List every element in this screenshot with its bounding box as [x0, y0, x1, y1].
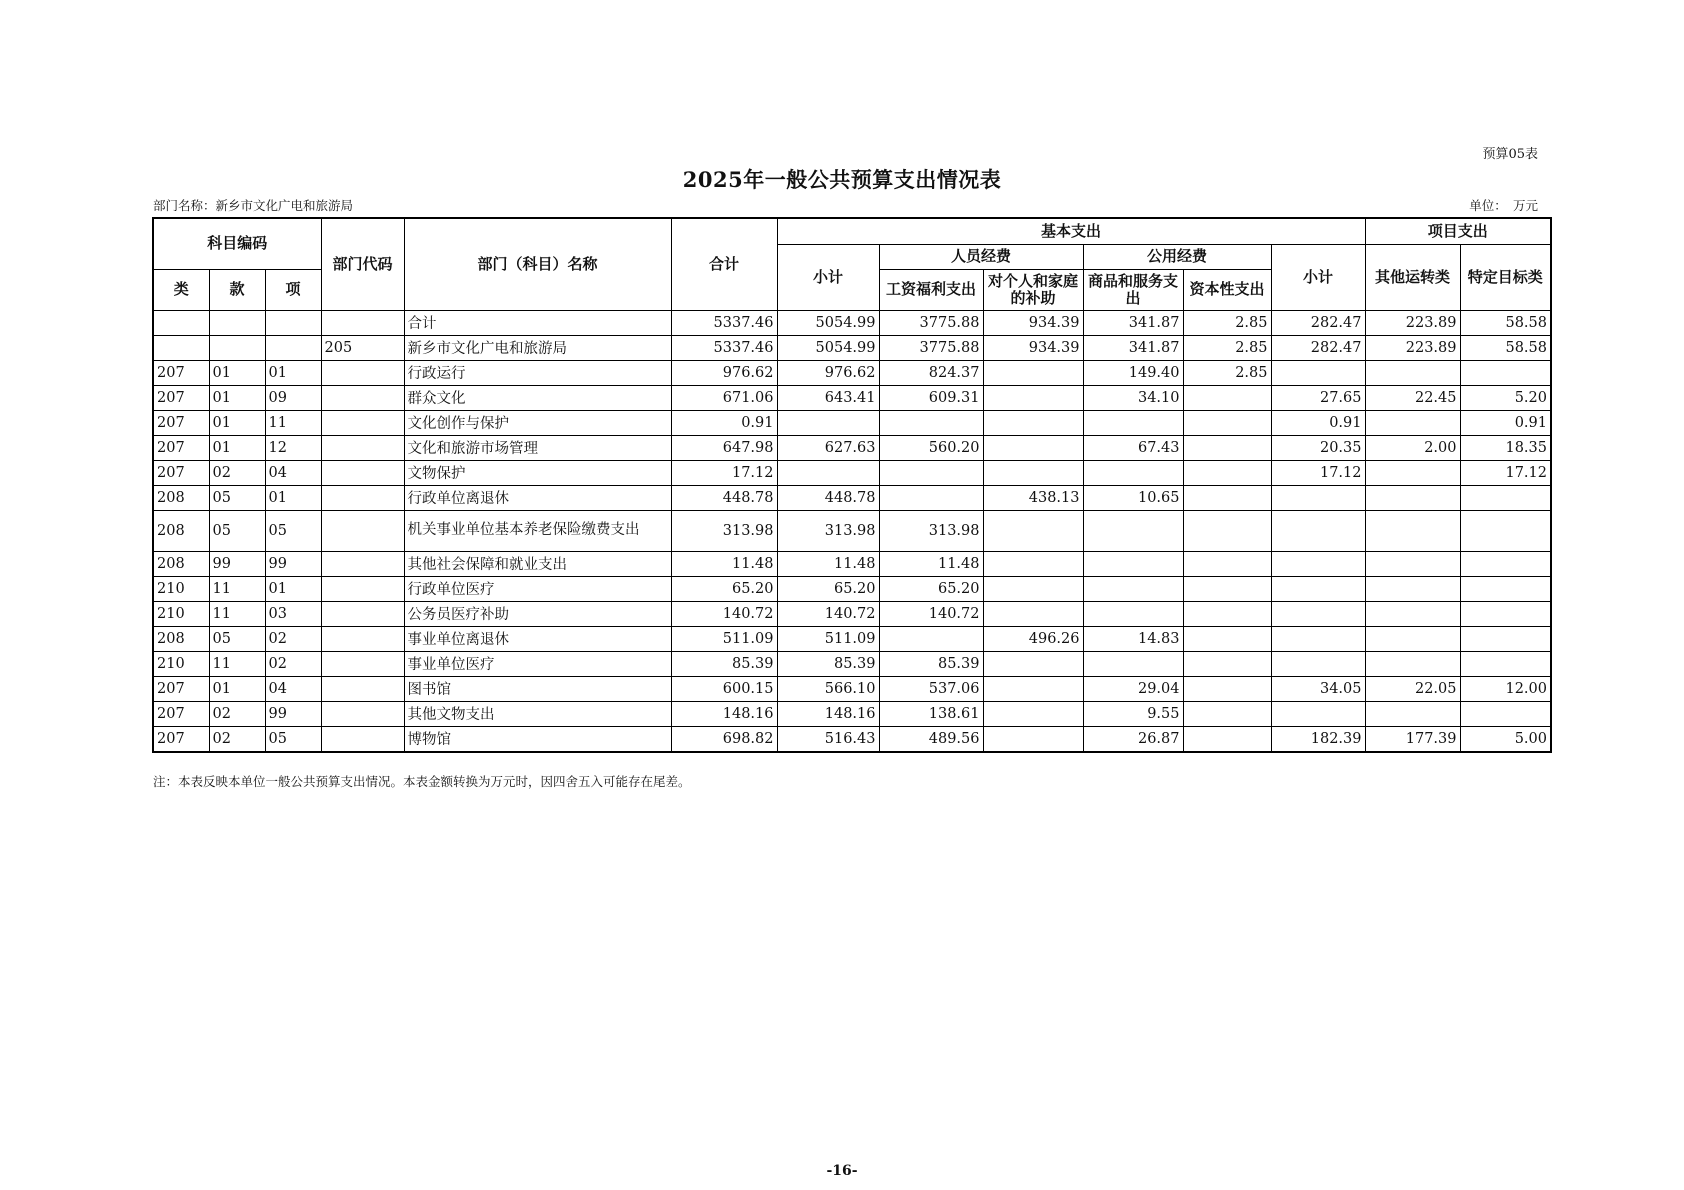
cell-dept-code — [321, 701, 404, 726]
cell-individual — [983, 435, 1083, 460]
table-row — [153, 485, 1551, 510]
cell-specific: 5.20 — [1460, 385, 1551, 410]
cell-goods — [1083, 510, 1183, 551]
cell-project-subtotal: 182.39 — [1271, 726, 1365, 752]
cell-lei: 207 — [153, 385, 209, 410]
cell-other-transfer — [1365, 460, 1460, 485]
cell-other-transfer — [1365, 410, 1460, 435]
cell-specific: 5.00 — [1460, 726, 1551, 752]
table-row — [153, 651, 1551, 676]
header-project: 项目支出 — [1365, 218, 1551, 244]
cell-individual: 438.13 — [983, 485, 1083, 510]
cell-kuan: 01 — [209, 435, 265, 460]
cell-lei — [153, 335, 209, 360]
table-row — [153, 385, 1551, 410]
cell-specific — [1460, 601, 1551, 626]
cell-specific — [1460, 576, 1551, 601]
cell-capital — [1183, 601, 1271, 626]
cell-xiang: 11 — [265, 410, 321, 435]
cell-dept-code — [321, 726, 404, 752]
table-row — [153, 676, 1551, 701]
cell-wages: 138.61 — [879, 701, 983, 726]
cell-dept-code — [321, 310, 404, 335]
cell-xiang: 12 — [265, 435, 321, 460]
cell-basic-subtotal: 566.10 — [777, 676, 879, 701]
cell-wages: 85.39 — [879, 651, 983, 676]
cell-wages: 65.20 — [879, 576, 983, 601]
cell-wages: 3775.88 — [879, 335, 983, 360]
header-specific: 特定目标类 — [1460, 244, 1551, 310]
cell-dept-code — [321, 435, 404, 460]
header-basic-subtotal: 小计 — [777, 244, 879, 310]
cell-total: 313.98 — [671, 510, 777, 551]
cell-other-transfer — [1365, 601, 1460, 626]
cell-other-transfer: 22.45 — [1365, 385, 1460, 410]
cell-total: 5337.46 — [671, 310, 777, 335]
cell-kuan: 11 — [209, 651, 265, 676]
cell-kuan: 02 — [209, 460, 265, 485]
cell-capital: 2.85 — [1183, 360, 1271, 385]
cell-lei: 208 — [153, 626, 209, 651]
cell-goods: 26.87 — [1083, 726, 1183, 752]
cell-name: 其他社会保障和就业支出 — [404, 551, 671, 576]
cell-basic-subtotal: 516.43 — [777, 726, 879, 752]
header-personnel: 人员经费 — [879, 244, 1083, 269]
header-goods: 商品和服务支出 — [1083, 269, 1183, 310]
cell-individual: 496.26 — [983, 626, 1083, 651]
cell-wages: 537.06 — [879, 676, 983, 701]
cell-wages — [879, 485, 983, 510]
header-other-transfer: 其他运转类 — [1365, 244, 1460, 310]
table-row — [153, 626, 1551, 651]
cell-kuan: 05 — [209, 485, 265, 510]
cell-kuan — [209, 335, 265, 360]
cell-dept-code — [321, 576, 404, 601]
cell-capital — [1183, 626, 1271, 651]
cell-dept-code — [321, 510, 404, 551]
cell-xiang: 02 — [265, 626, 321, 651]
cell-name: 文物保护 — [404, 460, 671, 485]
cell-lei: 207 — [153, 410, 209, 435]
cell-name: 事业单位医疗 — [404, 651, 671, 676]
cell-xiang: 04 — [265, 676, 321, 701]
cell-wages: 313.98 — [879, 510, 983, 551]
cell-lei: 208 — [153, 510, 209, 551]
cell-total: 647.98 — [671, 435, 777, 460]
cell-kuan: 11 — [209, 601, 265, 626]
cell-wages: 489.56 — [879, 726, 983, 752]
header-public: 公用经费 — [1083, 244, 1271, 269]
cell-kuan: 99 — [209, 551, 265, 576]
cell-total: 11.48 — [671, 551, 777, 576]
cell-capital — [1183, 676, 1271, 701]
header-subject-code: 科目编码 — [153, 218, 321, 269]
cell-kuan: 11 — [209, 576, 265, 601]
cell-name: 新乡市文化广电和旅游局 — [404, 335, 671, 360]
header-total: 合计 — [671, 218, 777, 310]
cell-other-transfer — [1365, 485, 1460, 510]
cell-goods: 34.10 — [1083, 385, 1183, 410]
cell-xiang: 01 — [265, 485, 321, 510]
cell-capital — [1183, 510, 1271, 551]
cell-kuan: 05 — [209, 510, 265, 551]
cell-other-transfer: 223.89 — [1365, 310, 1460, 335]
unit-label: 单位： 万元 — [1469, 198, 1538, 213]
cell-individual — [983, 676, 1083, 701]
cell-specific: 18.35 — [1460, 435, 1551, 460]
cell-kuan: 02 — [209, 701, 265, 726]
cell-project-subtotal — [1271, 701, 1365, 726]
cell-dept-code — [321, 601, 404, 626]
cell-project-subtotal: 17.12 — [1271, 460, 1365, 485]
cell-kuan: 01 — [209, 676, 265, 701]
cell-specific: 0.91 — [1460, 410, 1551, 435]
cell-name: 事业单位离退休 — [404, 626, 671, 651]
cell-basic-subtotal: 5054.99 — [777, 335, 879, 360]
cell-goods: 29.04 — [1083, 676, 1183, 701]
cell-lei: 208 — [153, 551, 209, 576]
cell-lei: 207 — [153, 460, 209, 485]
cell-individual — [983, 551, 1083, 576]
footnote: 注：本表反映本单位一般公共预算支出情况。本表金额转换为万元时，因四舍五入可能存在尾差。 — [153, 774, 691, 789]
cell-name: 文化创作与保护 — [404, 410, 671, 435]
header-basic: 基本支出 — [777, 218, 1365, 244]
cell-wages: 824.37 — [879, 360, 983, 385]
cell-other-transfer — [1365, 701, 1460, 726]
cell-individual — [983, 651, 1083, 676]
cell-lei: 207 — [153, 435, 209, 460]
cell-dept-code — [321, 551, 404, 576]
cell-project-subtotal: 20.35 — [1271, 435, 1365, 460]
cell-specific — [1460, 485, 1551, 510]
cell-basic-subtotal: 140.72 — [777, 601, 879, 626]
cell-other-transfer: 177.39 — [1365, 726, 1460, 752]
cell-goods: 341.87 — [1083, 335, 1183, 360]
cell-total: 148.16 — [671, 701, 777, 726]
cell-kuan: 01 — [209, 385, 265, 410]
cell-wages — [879, 460, 983, 485]
cell-individual — [983, 460, 1083, 485]
cell-project-subtotal — [1271, 510, 1365, 551]
cell-wages — [879, 410, 983, 435]
cell-basic-subtotal: 5054.99 — [777, 310, 879, 335]
cell-project-subtotal: 0.91 — [1271, 410, 1365, 435]
cell-other-transfer: 223.89 — [1365, 335, 1460, 360]
cell-wages: 140.72 — [879, 601, 983, 626]
cell-other-transfer — [1365, 510, 1460, 551]
cell-project-subtotal: 282.47 — [1271, 335, 1365, 360]
cell-xiang: 01 — [265, 360, 321, 385]
cell-other-transfer — [1365, 360, 1460, 385]
cell-specific: 58.58 — [1460, 335, 1551, 360]
table-row — [153, 701, 1551, 726]
cell-name: 机关事业单位基本养老保险缴费支出 — [404, 510, 671, 551]
cell-capital — [1183, 701, 1271, 726]
cell-xiang: 99 — [265, 701, 321, 726]
cell-project-subtotal — [1271, 576, 1365, 601]
cell-project-subtotal — [1271, 485, 1365, 510]
cell-lei: 210 — [153, 576, 209, 601]
cell-kuan — [209, 310, 265, 335]
cell-individual — [983, 726, 1083, 752]
cell-project-subtotal: 282.47 — [1271, 310, 1365, 335]
cell-project-subtotal: 34.05 — [1271, 676, 1365, 701]
cell-dept-code — [321, 410, 404, 435]
header-xiang: 项 — [265, 269, 321, 310]
cell-capital — [1183, 551, 1271, 576]
cell-lei: 210 — [153, 601, 209, 626]
table-number: 预算05表 — [1482, 147, 1538, 162]
cell-other-transfer — [1365, 626, 1460, 651]
cell-capital — [1183, 460, 1271, 485]
cell-total: 600.15 — [671, 676, 777, 701]
cell-lei: 210 — [153, 651, 209, 676]
cell-goods — [1083, 651, 1183, 676]
cell-name: 行政单位医疗 — [404, 576, 671, 601]
cell-project-subtotal — [1271, 360, 1365, 385]
cell-goods: 10.65 — [1083, 485, 1183, 510]
cell-wages — [879, 626, 983, 651]
cell-total: 976.62 — [671, 360, 777, 385]
department-label: 部门名称：新乡市文化广电和旅游局 — [153, 198, 354, 213]
cell-project-subtotal — [1271, 626, 1365, 651]
cell-individual: 934.39 — [983, 335, 1083, 360]
cell-capital — [1183, 651, 1271, 676]
cell-wages: 3775.88 — [879, 310, 983, 335]
cell-name: 行政单位离退休 — [404, 485, 671, 510]
cell-capital — [1183, 485, 1271, 510]
cell-total: 65.20 — [671, 576, 777, 601]
page-title: 2025年一般公共预算支出情况表 — [682, 167, 1002, 192]
cell-name: 文化和旅游市场管理 — [404, 435, 671, 460]
page-number: -16- — [826, 1163, 858, 1179]
cell-wages: 609.31 — [879, 385, 983, 410]
cell-individual — [983, 601, 1083, 626]
cell-other-transfer — [1365, 576, 1460, 601]
cell-dept-code — [321, 360, 404, 385]
cell-total: 698.82 — [671, 726, 777, 752]
budget-table — [152, 217, 1552, 753]
cell-capital: 2.85 — [1183, 335, 1271, 360]
cell-dept-code: 205 — [321, 335, 404, 360]
cell-basic-subtotal: 85.39 — [777, 651, 879, 676]
cell-goods — [1083, 551, 1183, 576]
cell-lei: 207 — [153, 360, 209, 385]
cell-specific — [1460, 510, 1551, 551]
cell-dept-code — [321, 460, 404, 485]
cell-specific: 17.12 — [1460, 460, 1551, 485]
cell-dept-code — [321, 676, 404, 701]
header-dept-code: 部门代码 — [321, 218, 404, 310]
cell-goods: 67.43 — [1083, 435, 1183, 460]
cell-individual — [983, 701, 1083, 726]
cell-kuan: 05 — [209, 626, 265, 651]
cell-capital — [1183, 410, 1271, 435]
cell-specific: 12.00 — [1460, 676, 1551, 701]
cell-goods: 149.40 — [1083, 360, 1183, 385]
cell-capital — [1183, 726, 1271, 752]
cell-xiang — [265, 310, 321, 335]
cell-basic-subtotal: 313.98 — [777, 510, 879, 551]
cell-basic-subtotal: 148.16 — [777, 701, 879, 726]
cell-xiang: 09 — [265, 385, 321, 410]
header-lei: 类 — [153, 269, 209, 310]
table-row — [153, 551, 1551, 576]
header-dept-name: 部门（科目）名称 — [404, 218, 671, 310]
cell-kuan: 01 — [209, 360, 265, 385]
header-wages: 工资福利支出 — [879, 269, 983, 310]
cell-capital — [1183, 435, 1271, 460]
cell-individual — [983, 385, 1083, 410]
cell-goods — [1083, 576, 1183, 601]
cell-xiang: 05 — [265, 510, 321, 551]
cell-total: 511.09 — [671, 626, 777, 651]
cell-individual: 934.39 — [983, 310, 1083, 335]
cell-project-subtotal: 27.65 — [1271, 385, 1365, 410]
cell-specific — [1460, 651, 1551, 676]
cell-dept-code — [321, 626, 404, 651]
cell-individual — [983, 360, 1083, 385]
cell-individual — [983, 576, 1083, 601]
cell-lei: 208 — [153, 485, 209, 510]
cell-name: 其他文物支出 — [404, 701, 671, 726]
header-individual: 对个人和家庭的补助 — [983, 269, 1083, 310]
cell-kuan: 01 — [209, 410, 265, 435]
cell-wages: 11.48 — [879, 551, 983, 576]
cell-basic-subtotal: 65.20 — [777, 576, 879, 601]
header-capital: 资本性支出 — [1183, 269, 1271, 310]
cell-lei: 207 — [153, 676, 209, 701]
table-row — [153, 310, 1551, 335]
cell-basic-subtotal: 627.63 — [777, 435, 879, 460]
cell-basic-subtotal — [777, 410, 879, 435]
cell-dept-code — [321, 485, 404, 510]
cell-name: 公务员医疗补助 — [404, 601, 671, 626]
cell-goods — [1083, 601, 1183, 626]
cell-other-transfer — [1365, 651, 1460, 676]
table-row — [153, 460, 1551, 485]
cell-name: 行政运行 — [404, 360, 671, 385]
table-row — [153, 435, 1551, 460]
cell-xiang: 02 — [265, 651, 321, 676]
cell-basic-subtotal: 448.78 — [777, 485, 879, 510]
cell-xiang: 03 — [265, 601, 321, 626]
cell-xiang — [265, 335, 321, 360]
cell-goods — [1083, 460, 1183, 485]
cell-specific — [1460, 551, 1551, 576]
cell-individual — [983, 510, 1083, 551]
cell-wages: 560.20 — [879, 435, 983, 460]
cell-capital — [1183, 576, 1271, 601]
cell-name: 群众文化 — [404, 385, 671, 410]
table-row — [153, 410, 1551, 435]
table-row — [153, 601, 1551, 626]
cell-specific — [1460, 360, 1551, 385]
cell-basic-subtotal: 511.09 — [777, 626, 879, 651]
cell-lei: 207 — [153, 726, 209, 752]
cell-dept-code — [321, 385, 404, 410]
cell-lei: 207 — [153, 701, 209, 726]
cell-lei — [153, 310, 209, 335]
cell-other-transfer: 2.00 — [1365, 435, 1460, 460]
table-row — [153, 726, 1551, 752]
cell-project-subtotal — [1271, 551, 1365, 576]
table-row — [153, 576, 1551, 601]
cell-total: 671.06 — [671, 385, 777, 410]
cell-other-transfer: 22.05 — [1365, 676, 1460, 701]
cell-name: 图书馆 — [404, 676, 671, 701]
cell-total: 140.72 — [671, 601, 777, 626]
cell-total: 5337.46 — [671, 335, 777, 360]
cell-specific: 58.58 — [1460, 310, 1551, 335]
table-row — [153, 360, 1551, 385]
table-row — [153, 335, 1551, 360]
cell-other-transfer — [1365, 551, 1460, 576]
cell-name: 博物馆 — [404, 726, 671, 752]
cell-xiang: 04 — [265, 460, 321, 485]
cell-basic-subtotal — [777, 460, 879, 485]
cell-dept-code — [321, 651, 404, 676]
cell-specific — [1460, 626, 1551, 651]
cell-kuan: 02 — [209, 726, 265, 752]
cell-project-subtotal — [1271, 601, 1365, 626]
cell-total: 0.91 — [671, 410, 777, 435]
cell-capital — [1183, 385, 1271, 410]
cell-specific — [1460, 701, 1551, 726]
cell-project-subtotal — [1271, 651, 1365, 676]
cell-basic-subtotal: 976.62 — [777, 360, 879, 385]
header-kuan: 款 — [209, 269, 265, 310]
cell-basic-subtotal: 11.48 — [777, 551, 879, 576]
cell-total: 448.78 — [671, 485, 777, 510]
cell-goods: 341.87 — [1083, 310, 1183, 335]
cell-name: 合计 — [404, 310, 671, 335]
cell-goods: 14.83 — [1083, 626, 1183, 651]
cell-xiang: 01 — [265, 576, 321, 601]
cell-xiang: 05 — [265, 726, 321, 752]
cell-basic-subtotal: 643.41 — [777, 385, 879, 410]
cell-capital: 2.85 — [1183, 310, 1271, 335]
cell-goods — [1083, 410, 1183, 435]
table-row — [153, 510, 1551, 551]
cell-goods: 9.55 — [1083, 701, 1183, 726]
cell-total: 17.12 — [671, 460, 777, 485]
cell-individual — [983, 410, 1083, 435]
header-project-subtotal: 小计 — [1271, 244, 1365, 310]
cell-total: 85.39 — [671, 651, 777, 676]
cell-xiang: 99 — [265, 551, 321, 576]
